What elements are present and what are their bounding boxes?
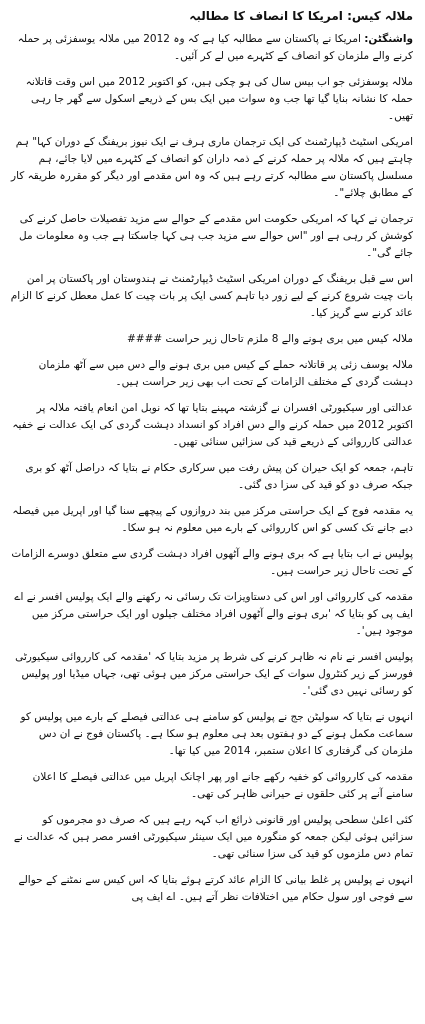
paragraph-5: ملالہ یوسف زئی پر قاتلانہ حملے کے کیس میں بری ہونے والے دس میں سے آٹھ ملزمان دہشت گردی کے مختلف الزامات کے تحت اب بھی زیر حراست ہیں۔ (38, 359, 413, 388)
paragraph-7: تاہم، جمعہ کو ایک حیران کن پیش رفت میں سرکاری حکام نے بتایا کہ دراصل آٹھ کو بری جبکہ صرف دو کو قید کی سزا دی گئی۔ (25, 462, 413, 491)
dateline: واشنگٹن: (364, 33, 413, 45)
paragraph-11: پولیس افسر نے نام نہ ظاہر کرنے کی شرط پر مزید بتایا کہ 'مقدمہ کی کارروائی سیکیورٹی فورسز کے زیر کنٹرول سوات کے ایک حراستی مرکز میں ہوئی تھی، جہاں میڈیا اور پولیس کو رسائی نہیں دی گئی'۔ (15, 651, 413, 697)
subheading: ملالہ کیس میں بری ہونے والے 8 ملزم تاحال زیر حراست #### (126, 333, 413, 345)
paragraph-15: انہوں نے پولیس پر غلط بیانی کا الزام عائد کرتے ہوئے بتایا کہ اس کیس سے نمٹنے کے حوالے سے فوجی اور سول حکام میں اختلافات نظر آتے ہیں۔ اے ایف پی (18, 874, 413, 903)
paragraph-1: ملالہ یوسفزئی جو اب بیس سال کی ہو چکی ہیں، کو اکتوبر 2012 میں اس وقت قاتلانہ حملہ کا نشانہ بنایا گیا تھا جب وہ سوات میں ایک بس کے ذریعے اسکول سے گھر جا رہی تھیں۔ (25, 76, 413, 122)
paragraph-8: یہ مقدمہ فوج کے ایک حراستی مرکز میں بند دروازوں کے پیچھے سنا گیا اور اپریل میں فیصلہ دیے جانے تک کسی کو اس کارروائی کے بارے میں معلوم نہ ہو سکا۔ (12, 505, 413, 534)
lead-text: امریکا نے پاکستان سے مطالبہ کیا ہے کہ وہ 2012 میں ملالہ یوسفزئی پر حملہ کرنے والے ملزمان کو انصاف کے کٹہرے میں لے کر آئیں۔ (17, 33, 413, 62)
paragraph-9: پولیس نے اب بتایا ہے کہ بری ہونے والے آٹھوں افراد دہشت گردی سے متعلق دوسرے الزامات کے تحت تاحال زیر حراست ہیں۔ (11, 548, 413, 577)
paragraph-13: مقدمہ کی کارروائی کو خفیہ رکھے جانے اور پھر اچانک اپریل میں عدالتی فیصلے کا اعلان سامنے آنے پر کئی حلقوں نے حیرانی ظاہر کی تھی۔ (32, 771, 413, 800)
lead-paragraph (10, 31, 413, 65)
paragraph-6: عدالتی اور سیکیورٹی افسران نے گزشتہ مہینے بتایا تھا کہ نوبل امن انعام یافتہ ملالہ پر اکتوبر 2012 میں حملہ کرنے والے دس افراد کو انسداد دہشت گردی کی ایک عدالت نے خفیہ عدالتی کارروائی کے ذریعے قید کی سزائیں سنائی تھیں۔ (12, 402, 413, 448)
paragraph-14: کئی اعلیٰ سطحی پولیس اور قانونی ذرائع اب کہہ رہے ہیں کہ صرف دو مجرموں کو سزائیں ہوئی لیکن جمعہ کو منگورہ میں ایک سینئر سیکیورٹی افسر مصر ہیں کہ عدالت نے تمام دس ملزموں کو قید کی سزا سنائی تھی۔ (13, 814, 413, 860)
paragraph-3: ترجمان نے کہا کہ امریکی حکومت اس مقدمے کے حوالے سے مزید تفصیلات حاصل کرنے کی کوشش کر رہی ہے اور "اس حوالے سے مزید جب ہی کہا جاسکتا ہے جب وہ معلومات مل جائے گی"۔ (19, 213, 413, 259)
paragraph-10: مقدمہ کی کارروائی اور اس کی دستاویزات تک رسائی نہ رکھنے والے ایک پولیس افسر نے اے ایف پی کو بتایا کہ 'بری ہونے والے آٹھوں افراد مختلف جیلوں اور ایک حراستی مرکز میں موجود ہیں'۔ (14, 591, 413, 637)
paragraph-4: اس سے قبل بریفنگ کے دوران امریکی اسٹیٹ ڈیپارٹمنٹ نے ہندوستان اور پاکستان پر امن بات چیت شروع کرنے کے لیے زور دیا تاہم کسی ایک پر بات چیت کا عمل معطل کرنے کا الزام عائد کرنے سے گریز کیا۔ (10, 273, 413, 319)
paragraph-2: امریکی اسٹیٹ ڈیپارٹمنٹ کی ایک ترجمان ماری ہرف نے ایک نیوز بریفنگ کے دوران کہا" ہم چاہتے ہیں کہ ملالہ پر حملہ کرنے کے ذمہ داران کو انصاف کے کٹہرے میں لایا جائے، ہم مسلسل پاکستان سے مطالبہ کرتے رہے ہیں کہ وہ اس مقدمے اور دیگر کو مقررہ طریقہ کار کے مطابق چلائے"۔ (11, 136, 413, 199)
article-headline: ملالہ کیس: امریکا کا انصاف کا مطالبہ (189, 9, 413, 23)
paragraph-12: انہوں نے بتایا کہ سولیٹن جج نے پولیس کو سامنے ہی عدالتی فیصلے کے بارے میں پولیس کو سماعت مکمل ہونے کے دو ہفتوں بعد ہی معلوم ہو سکا ہے۔ پاکستان فوج نے ان دس ملزمان کی گرفتاری کا اعلان ستمبر، 2014 میں کیا تھا۔ (20, 711, 413, 757)
